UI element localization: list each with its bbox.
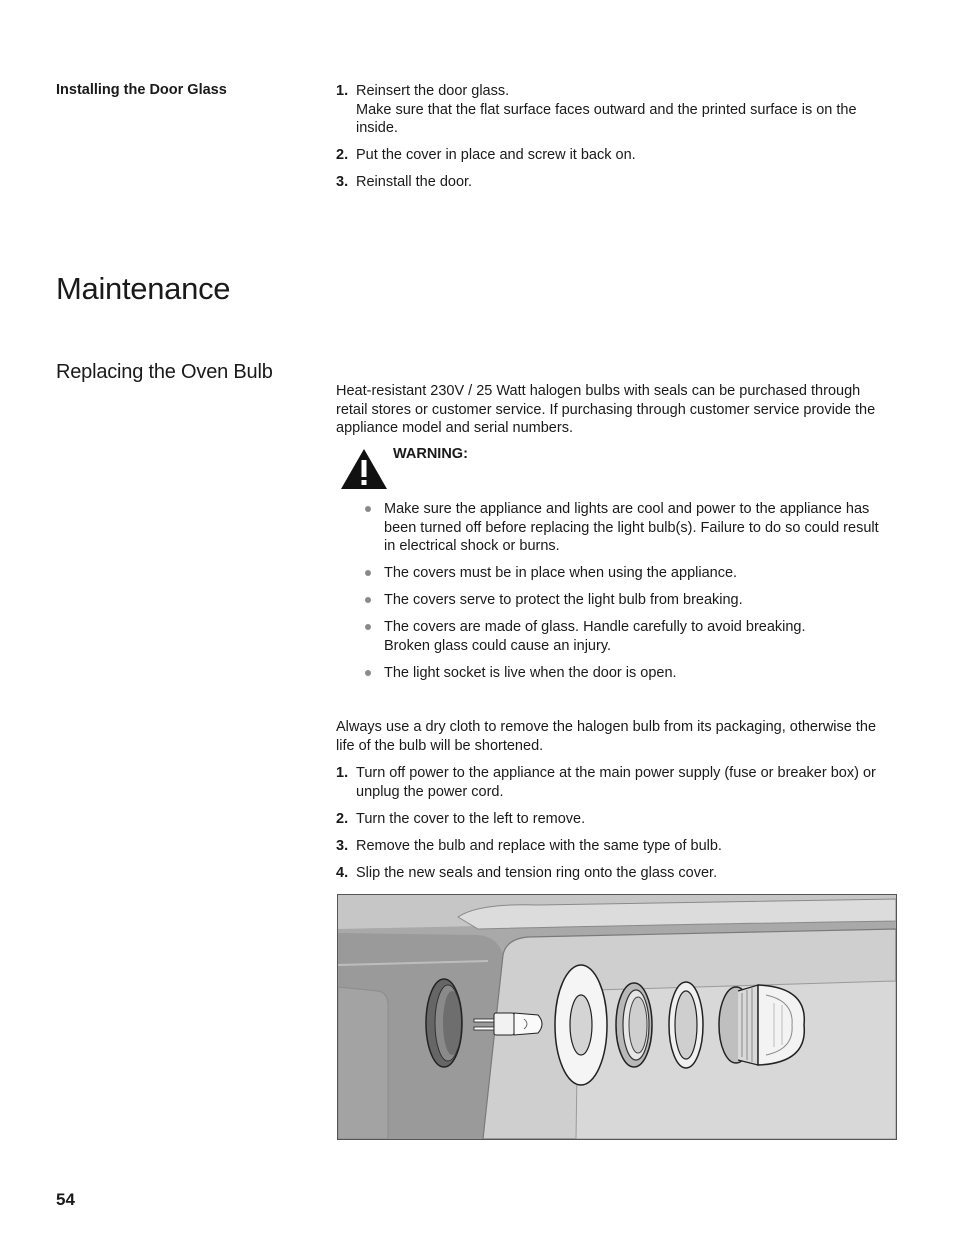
list-item: [364, 591, 904, 610]
section-heading-door-glass: Installing the Door Glass: [56, 82, 227, 98]
list-item-text: Make sure the appliance and lights are cool and power to the appliance has: [384, 501, 870, 517]
page-title: Maintenance: [56, 271, 231, 306]
step-text: Turn the cover to the left to remove.: [356, 810, 586, 827]
list-item-text: The light socket is live when the door is open.: [384, 664, 677, 681]
step-text: Slip the new seals and tension ring onto the glass cover.: [356, 864, 718, 881]
illustration-drawing: [338, 895, 896, 1139]
step-text: Reinsert the door glass.: [356, 83, 510, 99]
list-item: [364, 618, 904, 655]
list-item-text: The covers serve to protect the light bulb from breaking.: [384, 592, 743, 608]
step-text: Remove the bulb and replace with the same type of bulb.: [356, 837, 722, 854]
intro-line: appliance model and serial numbers.: [336, 420, 573, 436]
step-item: [336, 837, 901, 856]
list-item: [364, 500, 904, 556]
warning-label: WARNING:: [393, 446, 468, 462]
bullet-icon: [365, 506, 371, 512]
intro-paragraph: [336, 382, 901, 438]
step-number: 2.: [336, 810, 349, 827]
list-item-text: Broken glass could cause an injury.: [384, 637, 612, 654]
step-item: [336, 864, 901, 883]
oven-bulb-illustration: [337, 894, 897, 1140]
step-number: 3.: [336, 174, 349, 190]
step-number: 3.: [336, 837, 349, 854]
list-item-text: been turned off before replacing the light bulb(s). Failure to do so could result: [384, 519, 879, 536]
step-text: Put the cover in place and screw it back on.: [356, 147, 636, 163]
step-number: 4.: [336, 864, 349, 881]
bullet-icon: [365, 570, 371, 576]
warning-icon: [340, 448, 388, 490]
list-item: [364, 664, 904, 683]
bullet-icon: [365, 597, 371, 603]
step-text: Make sure that the flat surface faces outward and the printed surface is on the: [356, 101, 857, 118]
list-item-text: in electrical shock or burns.: [384, 538, 560, 554]
bullet-icon: [365, 670, 371, 676]
note-paragraph: [336, 718, 901, 755]
step-item: [336, 764, 901, 801]
step-number: 1.: [336, 83, 349, 99]
intro-line: retail stores or customer service. If purchasing through customer service provide the: [336, 401, 876, 418]
list-item-text: The covers are made of glass. Handle carefully to avoid breaking.: [384, 619, 806, 635]
list-item: [364, 564, 904, 583]
note-line: life of the bulb will be shortened.: [336, 737, 544, 754]
step-item: [336, 810, 901, 829]
bulb-steps: [336, 764, 901, 891]
step-item: [336, 173, 901, 192]
step-text: Reinstall the door.: [356, 174, 473, 190]
step-number: 1.: [336, 765, 349, 781]
intro-line: Heat-resistant 230V / 25 Watt halogen bulbs with seals can be purchased through: [336, 383, 861, 399]
section-heading-oven-bulb: Replacing the Oven Bulb: [56, 361, 273, 383]
warning-list: [364, 500, 904, 691]
step-text: unplug the power cord.: [356, 783, 504, 800]
note-line: Always use a dry cloth to remove the halogen bulb from its packaging, otherwise the: [336, 719, 877, 735]
step-item: [336, 82, 901, 138]
door-glass-steps: [336, 82, 901, 200]
step-text: inside.: [356, 120, 398, 136]
list-item-text: The covers must be in place when using the appliance.: [384, 565, 738, 581]
step-item: [336, 146, 901, 165]
page-number: 54: [56, 1190, 75, 1209]
step-number: 2.: [336, 147, 349, 163]
step-text: Turn off power to the appliance at the main power supply (fuse or breaker box) or: [356, 765, 876, 781]
bullet-icon: [365, 624, 371, 630]
